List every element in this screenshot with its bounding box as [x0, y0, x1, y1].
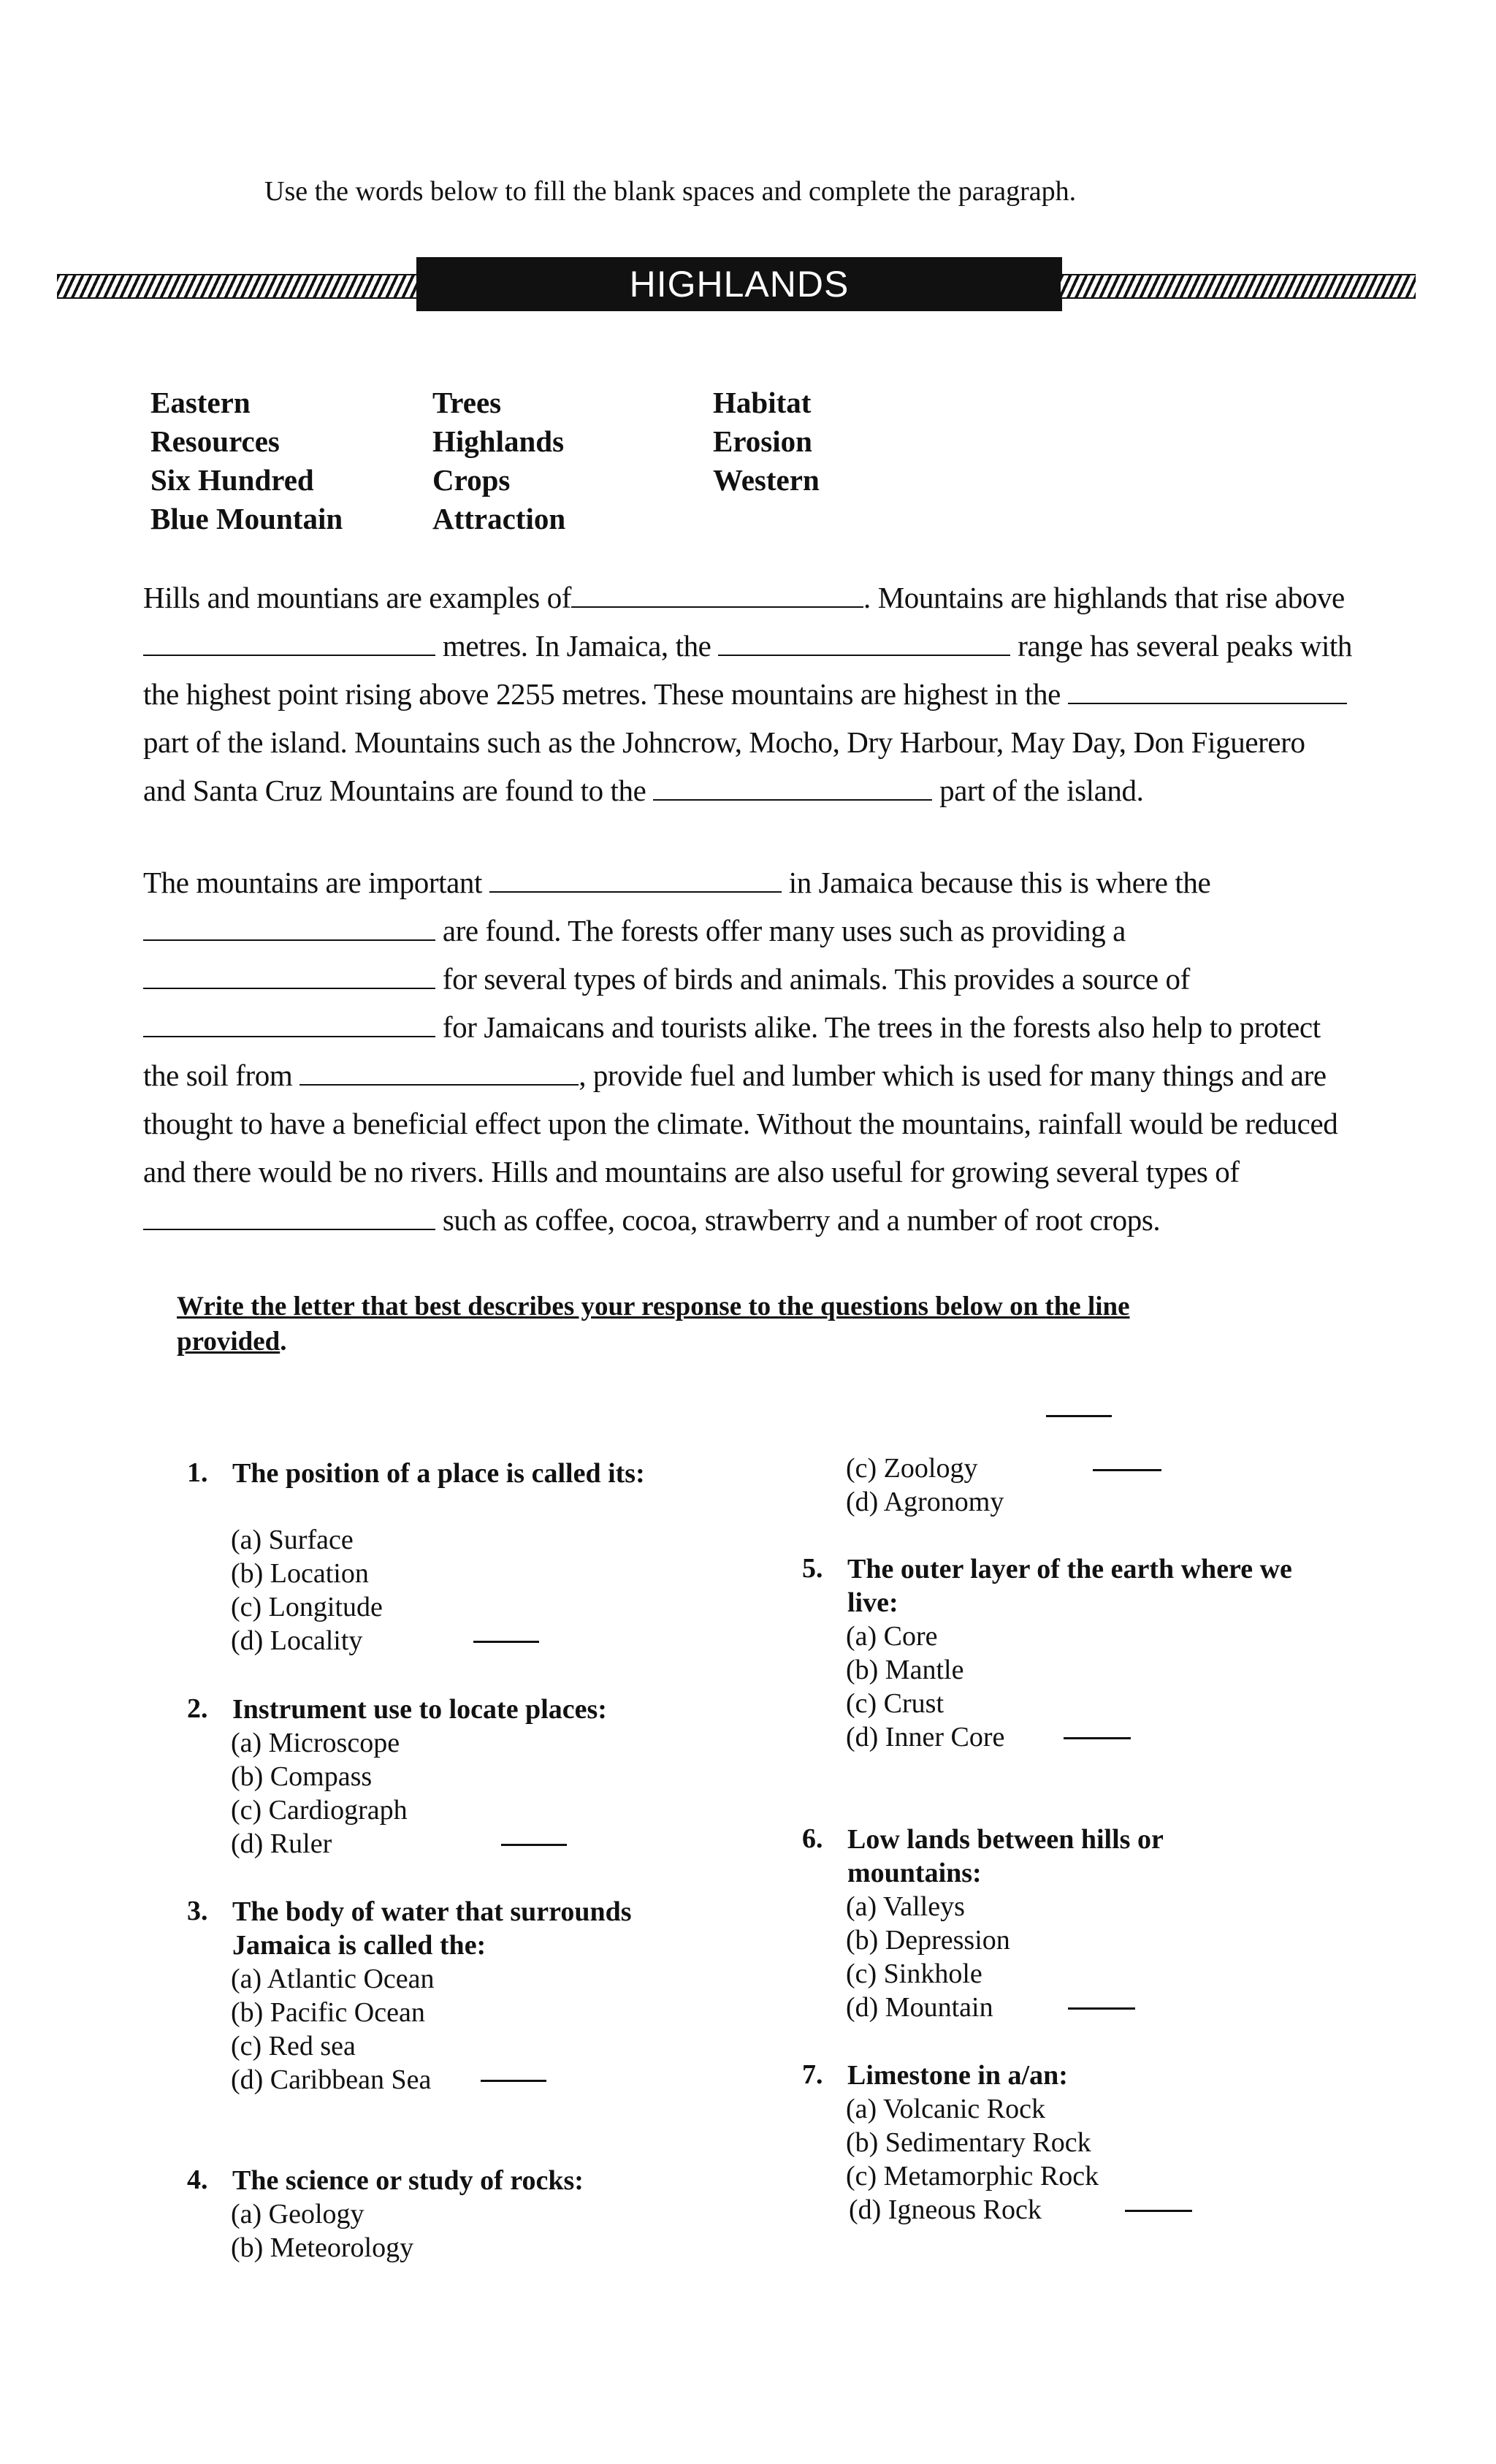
directions-line-1: Write the letter that best describes your response to the questions below on the line: [177, 1292, 1130, 1321]
answer-line[interactable]: [501, 1844, 567, 1846]
answer-option: (a) Geology: [231, 2199, 365, 2230]
question-number: 3.: [187, 1896, 208, 1926]
answer-option: (d) Inner Core: [846, 1722, 1005, 1752]
fill-blank[interactable]: [1068, 671, 1347, 704]
answer-option: (b) Location: [231, 1558, 369, 1589]
instruction-text: Use the words below to fill the blank spaces and complete the paragraph.: [264, 176, 1077, 207]
word-bank-word: Highlands: [432, 424, 565, 458]
paragraph-2: [143, 858, 1414, 1244]
answer-option: (b) Mantle: [846, 1655, 964, 1685]
question-text: mountains:: [847, 1858, 982, 1888]
question-number: 2.: [187, 1693, 208, 1724]
answer-option: (a) Surface: [231, 1525, 354, 1555]
paragraph-text: , provide fuel and lumber which is used for many things and are: [579, 1059, 1327, 1092]
paragraph-text: metres. In Jamaica, the: [442, 629, 711, 663]
paragraph-text: part of the island.: [939, 774, 1144, 807]
paragraph-text: The mountains are important: [143, 866, 482, 899]
fill-blank[interactable]: [718, 622, 1010, 656]
word-bank-word: Blue Mountain: [150, 502, 343, 535]
paragraph-text: in Jamaica because this is where the: [788, 866, 1211, 899]
paragraph-text: range has several peaks with: [1018, 629, 1353, 663]
word-bank-word: Crops: [432, 463, 511, 497]
question-number: 5.: [802, 1553, 823, 1584]
paragraph-1: [143, 573, 1414, 815]
word-bank-column-1: [150, 384, 343, 538]
answer-option: (b) Compass: [231, 1761, 373, 1792]
fill-blank[interactable]: [489, 859, 782, 893]
answer-line[interactable]: [473, 1641, 539, 1643]
question-text: The outer layer of the earth where we: [847, 1554, 1292, 1584]
answer-option: (c) Crust: [846, 1688, 944, 1719]
paragraph-text: the soil from: [143, 1059, 293, 1092]
answer-option: (a) Valleys: [846, 1891, 965, 1922]
banner-title: HIGHLANDS: [416, 257, 1062, 311]
answer-line[interactable]: [1125, 2210, 1192, 2212]
fill-blank[interactable]: [143, 622, 435, 656]
answer-option: (c) Zoology: [846, 1453, 978, 1484]
answer-line[interactable]: [1093, 1469, 1161, 1471]
paragraph-text: the highest point rising above 2255 metres. These mountains are highest in the: [143, 677, 1061, 711]
word-bank-column-2: [432, 384, 565, 538]
answer-option: (c) Metamorphic Rock: [846, 2161, 1099, 2192]
question-text: Low lands between hills or: [847, 1824, 1164, 1855]
word-bank-word: Habitat: [713, 386, 812, 419]
word-bank-word: Six Hundred: [150, 463, 314, 497]
answer-option: (d) Mountain: [846, 1992, 993, 2023]
answer-line[interactable]: [1068, 2007, 1135, 2010]
quiz-directions: [177, 1289, 1243, 1359]
fill-blank[interactable]: [143, 1004, 435, 1037]
question-text: The body of water that surrounds: [232, 1896, 632, 1927]
fill-blank[interactable]: [143, 1197, 435, 1230]
question-text: The science or study of rocks:: [232, 2165, 584, 2196]
answer-option: (c) Cardiograph: [231, 1795, 408, 1826]
paragraph-text: for Jamaicans and tourists alike. The trees in the forests also help to protect: [442, 1010, 1321, 1044]
word-bank-word: Trees: [432, 386, 502, 419]
word-bank-word: Erosion: [713, 424, 812, 458]
paragraph-text: part of the island. Mountains such as the Johncrow, Mocho, Dry Harbour, May Day, Don Figuerero: [143, 725, 1305, 759]
fill-blank[interactable]: [653, 767, 932, 801]
question-text: Instrument use to locate places:: [232, 1694, 607, 1725]
answer-line[interactable]: [1064, 1737, 1131, 1739]
answer-option: (d) Locality: [231, 1625, 363, 1656]
answer-line[interactable]: [1046, 1415, 1112, 1417]
paragraph-text: such as coffee, cocoa, strawberry and a number of root crops.: [442, 1203, 1161, 1237]
banner-stripe-right: [1061, 274, 1416, 299]
answer-option: (b) Meteorology: [231, 2232, 414, 2263]
paragraph-text: are found. The forests offer many uses such as providing a: [442, 914, 1126, 947]
paragraph-text: for several types of birds and animals. This provides a source of: [442, 962, 1190, 996]
word-bank-word: Eastern: [150, 386, 251, 419]
fill-blank[interactable]: [571, 574, 863, 608]
answer-option: (a) Volcanic Rock: [846, 2094, 1045, 2124]
answer-option: (b) Depression: [846, 1925, 1010, 1956]
answer-option: (d) Ruler: [231, 1828, 332, 1859]
fill-blank[interactable]: [299, 1052, 579, 1086]
question-text: The position of a place is called its:: [232, 1458, 645, 1489]
paragraph-text: . Mountains are highlands that rise above: [863, 581, 1345, 614]
answer-option: (b) Sedimentary Rock: [846, 2127, 1091, 2158]
word-bank-word: Attraction: [432, 502, 566, 535]
answer-option: (b) Pacific Ocean: [231, 1997, 425, 2028]
fill-blank[interactable]: [143, 907, 435, 941]
paragraph-text: thought to have a beneficial effect upon the climate. Without the mountains, rainfall would be reduced: [143, 1107, 1338, 1140]
question-text: live:: [847, 1587, 898, 1618]
directions-line-2: provided: [177, 1327, 280, 1357]
question-text: Jamaica is called the:: [232, 1930, 486, 1961]
paragraph-text: and Santa Cruz Mountains are found to the: [143, 774, 646, 807]
question-text: Limestone in a/an:: [847, 2060, 1068, 2091]
fill-blank[interactable]: [143, 956, 435, 989]
answer-line[interactable]: [481, 2080, 546, 2082]
answer-option: (d) Igneous Rock: [849, 2194, 1042, 2225]
question-number: 1.: [187, 1457, 208, 1488]
answer-option: (a) Core: [846, 1621, 938, 1652]
directions-end: .: [280, 1327, 287, 1357]
answer-option: (c) Red sea: [231, 2031, 356, 2061]
word-bank-word: Western: [713, 463, 820, 497]
banner-stripe-left: [57, 274, 418, 299]
answer-option: (c) Longitude: [231, 1592, 383, 1622]
word-bank-column-3: [713, 384, 820, 500]
question-number: 6.: [802, 1823, 823, 1854]
question-number: 7.: [802, 2059, 823, 2090]
answer-option: (a) Microscope: [231, 1728, 400, 1758]
question-number: 4.: [187, 2164, 208, 2195]
answer-option: (d) Agronomy: [846, 1487, 1004, 1517]
word-bank-word: Resources: [150, 424, 280, 458]
answer-option: (c) Sinkhole: [846, 1958, 982, 1989]
paragraph-text: and there would be no rivers. Hills and mountains are also useful for growing several types of: [143, 1155, 1240, 1189]
paragraph-text: Hills and mountians are examples of: [143, 581, 572, 614]
answer-option: (a) Atlantic Ocean: [231, 1964, 435, 1994]
answer-option: (d) Caribbean Sea: [231, 2064, 432, 2095]
